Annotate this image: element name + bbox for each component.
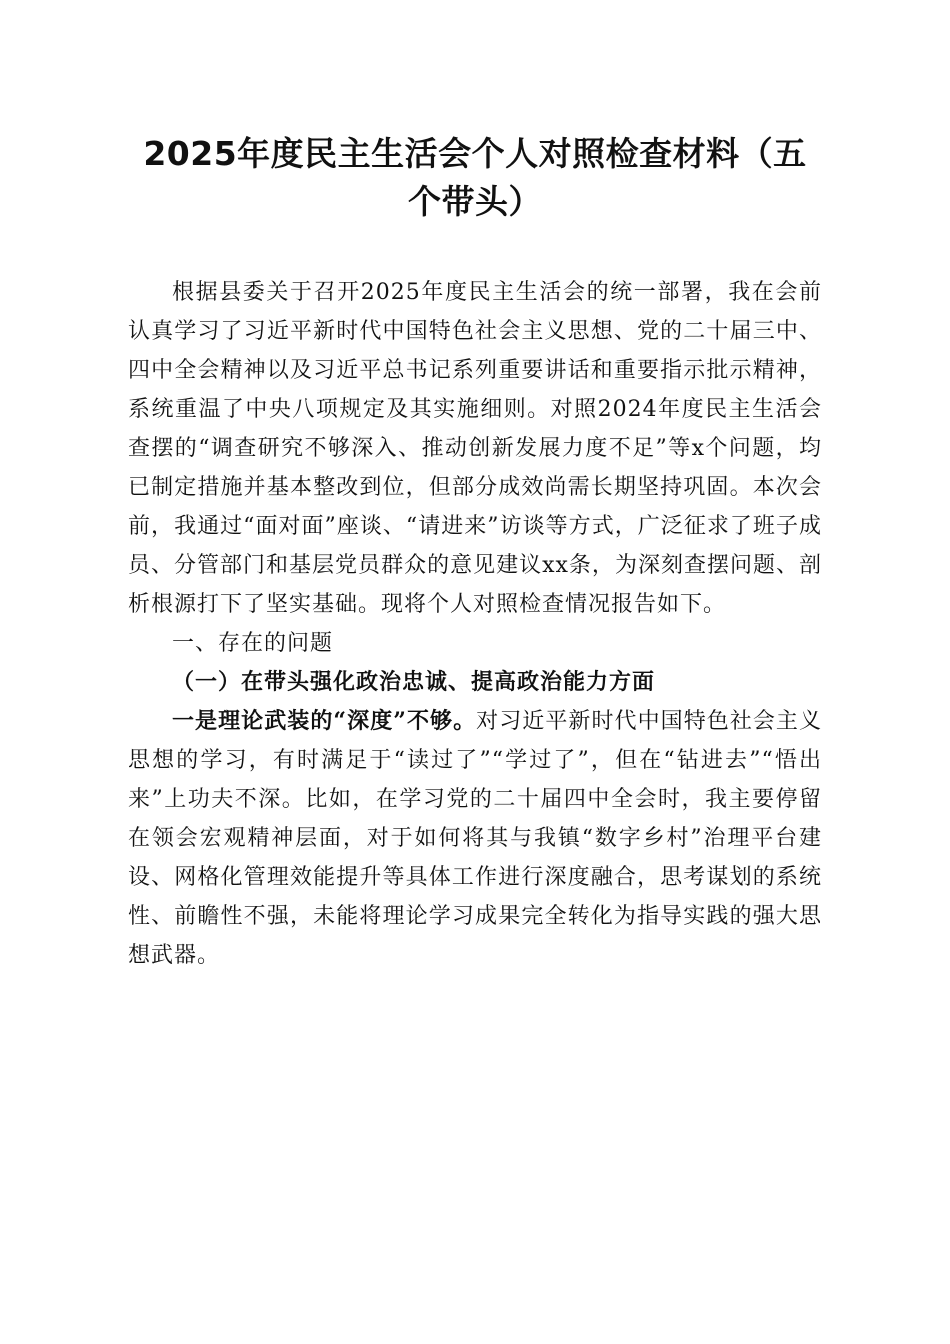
point-body: 对习近平新时代中国特色社会主义思想的学习，有时满足于“读过了”“学过了”，但在“钻进去”“悟出来”上功夫不深。比如，在学习党的二十届四中全会时，我主要停留在领会宏观精神层面，对于如何将其与我镇“数字乡村”治理平台建设、网格化管理效能提升等具体工作进行深度融合，思考谋划的系统性、前瞻性不强，未能将理论学习成果完全转化为指导实践的强大思想武器。 [128,709,822,968]
intro-paragraph: 根据县委关于召开2025年度民主生活会的统一部署，我在会前认真学习了习近平新时代中国特色社会主义思想、党的二十届三中、四中全会精神以及习近平总书记系列重要讲话和重要指示批示精神，系统重温了中央八项规定及其实施细则。对照2024年度民主生活会查摆的“调查研究不够深入、推动创新发展力度不足”等x个问题，均已制定措施并基本整改到位，但部分成效尚需长期坚持巩固。本次会前，我通过“面对面”座谈、“请进来”访谈等方式，广泛征求了班子成员、分管部门和基层党员群众的意见建议xx条，为深刻查摆问题、剖析根源打下了坚实基础。现将个人对照检查情况报告如下。 [128,280,822,617]
subsection-heading-political-loyalty: （一）在带头强化政治忠诚、提高政治能力方面 [172,669,656,695]
section-heading-problems: 一、存在的问题 [172,631,334,656]
point-lead: 一是理论武装的“深度”不够。 [172,708,477,734]
document-title: 2025年度民主生活会个人对照检查材料（五个带头） [143,134,807,221]
document-page [128,130,822,975]
document-body [128,273,822,975]
point-paragraph-theory [128,702,822,975]
